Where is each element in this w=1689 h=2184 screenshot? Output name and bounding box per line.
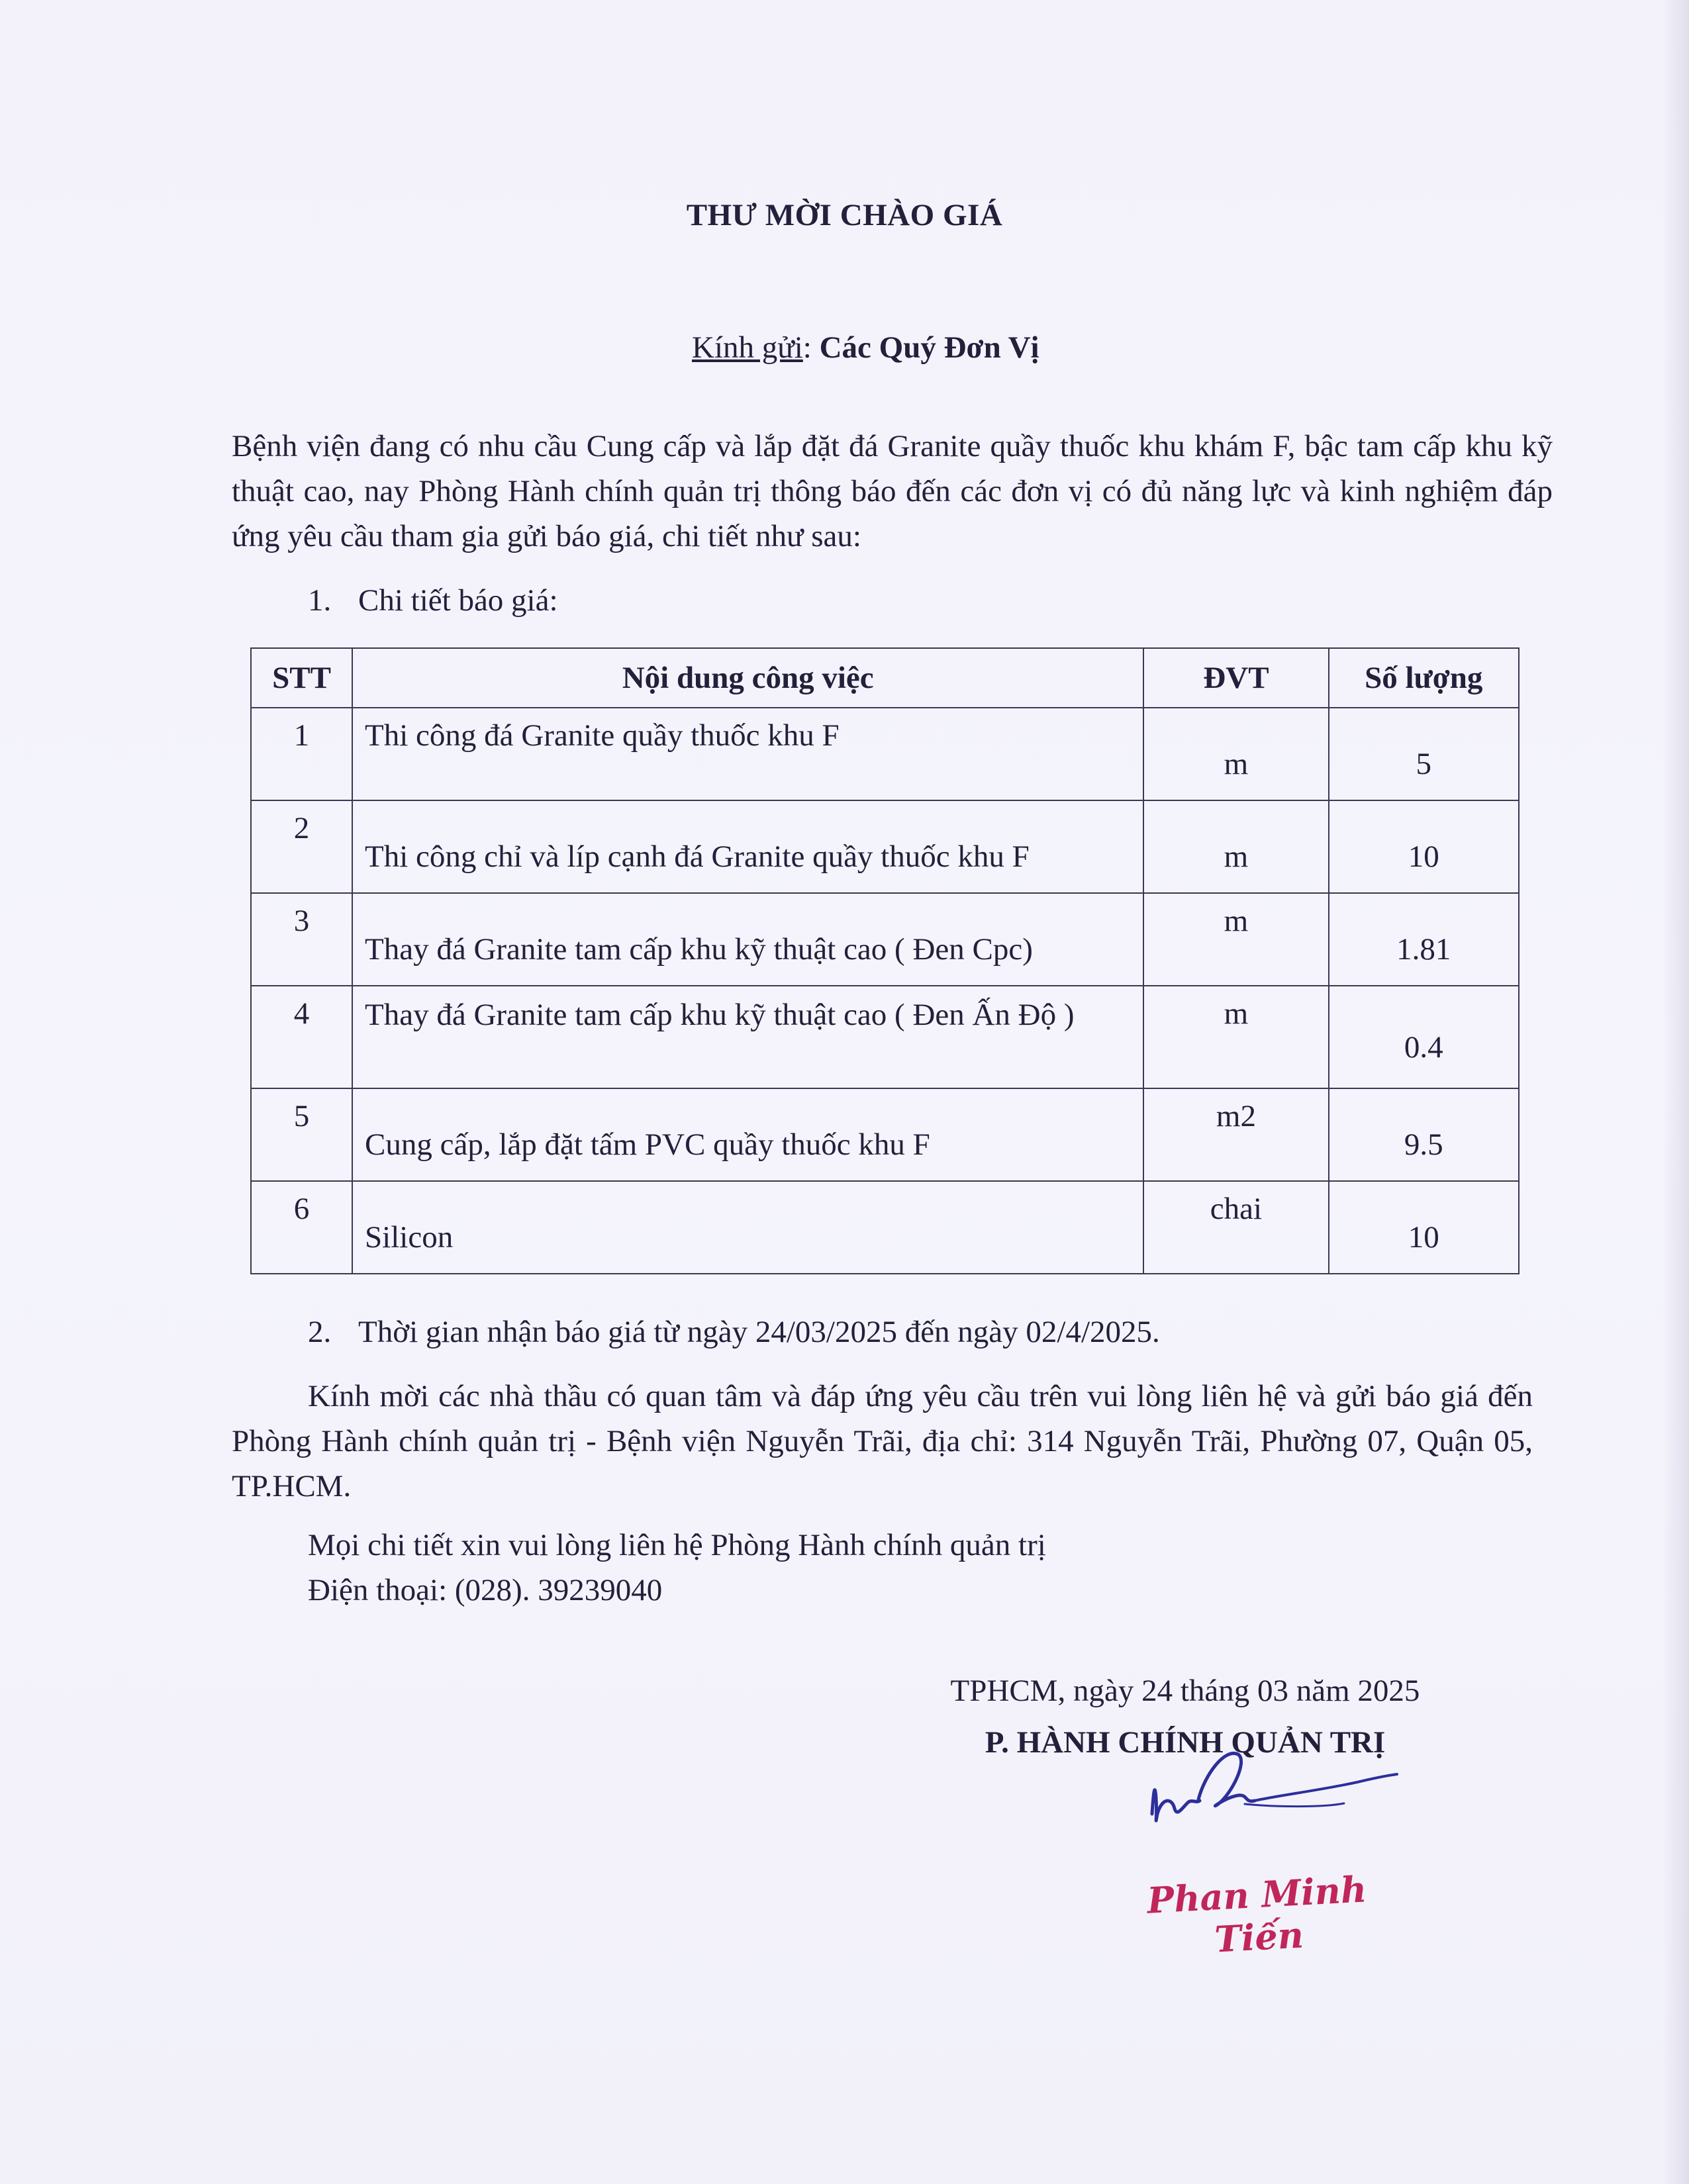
row-qty: 10 — [1329, 1181, 1519, 1274]
table-row — [251, 708, 1519, 800]
contact-line: Mọi chi tiết xin vui lòng liên hệ Phòng Hành chính quản trị — [308, 1528, 1046, 1562]
quote-table — [250, 647, 1520, 1274]
invitation-paragraph: Kính mời các nhà thầu có quan tâm và đáp ứng yêu cầu trên vui lòng liên hệ và gửi báo giá đến Phòng Hành chính quản trị - Bệnh viện Nguyễn Trãi, địa chỉ: 314 Nguyễn Trãi, Phường 07, Quận 05, TP.HCM. — [232, 1379, 1533, 1503]
section-2-text: Thời gian nhận báo giá từ ngày 24/03/2025 đến ngày 02/4/2025. — [358, 1315, 1160, 1349]
section-2 — [308, 1314, 1160, 1350]
contact-block — [308, 1523, 1046, 1613]
row-stt: 1 — [251, 708, 352, 800]
row-qty: 10 — [1329, 800, 1519, 893]
scan-edge-shadow — [1663, 0, 1689, 2184]
table-row — [251, 986, 1519, 1088]
row-stt: 5 — [251, 1088, 352, 1181]
header-qty: Số lượng — [1329, 648, 1519, 708]
place-date: TPHCM, ngày 24 tháng 03 năm 2025 — [950, 1674, 1420, 1708]
header-content: Nội dung công việc — [352, 648, 1143, 708]
department-name: P. HÀNH CHÍNH QUẢN TRỊ — [985, 1725, 1386, 1760]
table-header-row — [251, 648, 1519, 708]
row-content: Thay đá Granite tam cấp khu kỹ thuật cao ( Đen Ấn Độ ) — [352, 986, 1143, 1088]
phone-line: Điện thoại: (028). 39239040 — [308, 1573, 663, 1607]
row-content: Thi công chỉ và líp cạnh đá Granite quầy thuốc khu F — [352, 800, 1143, 893]
salutation — [692, 330, 1039, 365]
row-content: Silicon — [352, 1181, 1143, 1274]
header-stt: STT — [251, 648, 352, 708]
row-content: Cung cấp, lắp đặt tấm PVC quầy thuốc khu F — [352, 1088, 1143, 1181]
section-1-title: Chi tiết báo giá: — [358, 583, 558, 618]
row-content: Thay đá Granite tam cấp khu kỹ thuật cao ( Đen Cpc) — [352, 893, 1143, 986]
salutation-recipient: Các Quý Đơn Vị — [819, 330, 1039, 365]
header-unit: ĐVT — [1143, 648, 1328, 708]
section-2-number: 2. — [308, 1315, 332, 1349]
row-stt: 6 — [251, 1181, 352, 1274]
row-stt: 3 — [251, 893, 352, 986]
row-stt: 2 — [251, 800, 352, 893]
section-1-number: 1. — [308, 583, 332, 618]
table-row — [251, 800, 1519, 893]
row-unit: m — [1143, 893, 1328, 986]
row-qty: 5 — [1329, 708, 1519, 800]
row-qty: 0.4 — [1329, 986, 1519, 1088]
salutation-colon: : — [802, 330, 820, 365]
salutation-label: Kính gửi — [692, 330, 803, 365]
row-unit: chai — [1143, 1181, 1328, 1274]
table-row — [251, 893, 1519, 986]
row-unit: m — [1143, 708, 1328, 800]
row-unit: m — [1143, 986, 1328, 1088]
intro-paragraph: Bệnh viện đang có nhu cầu Cung cấp và lắp đặt đá Granite quầy thuốc khu khám F, bậc tam cấp khu kỹ thuật cao, nay Phòng Hành chính quản trị thông báo đến các đơn vị có đủ năng lực và kinh nghiệm đáp ứng yêu cầu tham gia gửi báo giá, chi tiết như sau: — [232, 429, 1553, 553]
row-unit: m — [1143, 800, 1328, 893]
table-row — [251, 1181, 1519, 1274]
row-content: Thi công đá Granite quầy thuốc khu F — [352, 708, 1143, 800]
signer-name-stamp: Phan Minh Tiến — [1146, 1868, 1368, 1961]
table-row — [251, 1088, 1519, 1181]
handwritten-signature — [1126, 1734, 1404, 1867]
document-title: THƯ MỜI CHÀO GIÁ — [686, 198, 1003, 232]
row-qty: 1.81 — [1329, 893, 1519, 986]
row-stt: 4 — [251, 986, 352, 1088]
row-unit: m2 — [1143, 1088, 1328, 1181]
section-1-heading — [308, 583, 558, 618]
row-qty: 9.5 — [1329, 1088, 1519, 1181]
